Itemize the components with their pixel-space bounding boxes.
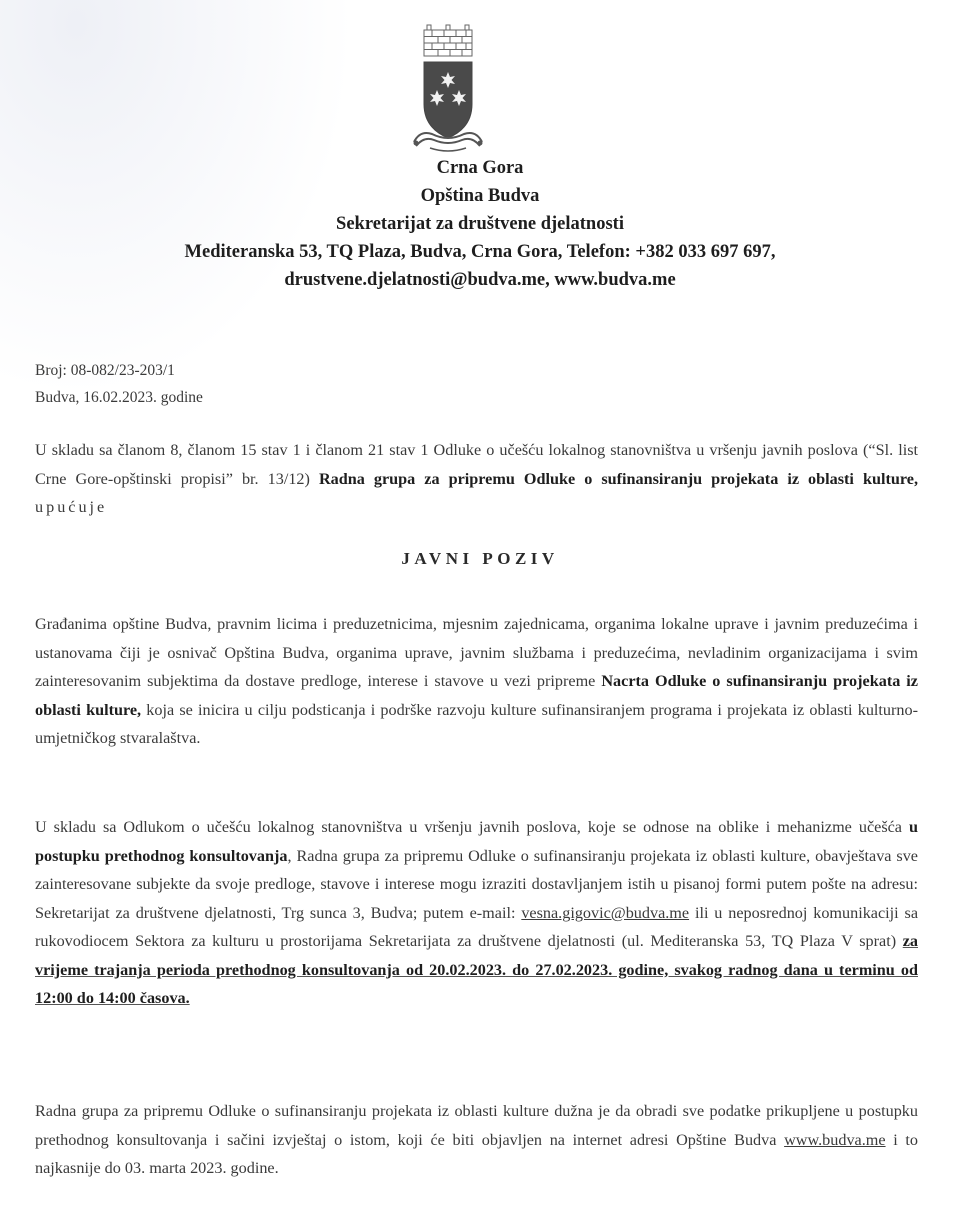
- separator: ,: [545, 270, 555, 290]
- municipality: Opština Budva: [420, 186, 540, 206]
- contact-line: [0, 266, 960, 294]
- crown-wall: [424, 25, 472, 56]
- website-link[interactable]: www.budva.me: [784, 1130, 886, 1149]
- intro-bold: Radna grupa za pripremu Odluke o sufinansiranju projekata iz oblasti kulture,: [318, 469, 918, 488]
- paragraph-2-bold: u postupku prethodnog konsultovanja: [35, 818, 918, 865]
- country: Crna Gora: [436, 158, 524, 178]
- department: Sekretarijat za društvene djelatnosti: [336, 214, 624, 234]
- document-title: JAVNI POZIV: [401, 549, 559, 568]
- budva-coat-of-arms-icon: [410, 22, 486, 154]
- header-email-link[interactable]: drustvene.djelatnosti@budva.me: [284, 270, 546, 290]
- paragraph-report: [35, 1097, 918, 1183]
- paragraph-3-text-a: Radna grupa za pripremu Odluke o sufinansiranju projekata iz oblasti kulture dužna je da obradi sve podatke prikupljene u postupku prethodnog konsultovanja i sačini izvještaj o istom, koji će biti objavljen na internet adresi Opštine Budva: [35, 1102, 918, 1149]
- paragraph-1-bold: Nacrta Odluke o sufinansiranju projekata iz oblasti kulture,: [35, 672, 918, 719]
- intro-spaced: upućuje: [35, 498, 108, 516]
- paragraph-1-text-a: Građanima opštine Budva, pravnim licima i preduzetnicima, mjesnim zajednicama, organima lokalne uprave i javnim preduzećima i ustanovama čiji je osnivač Opština Budva, organima uprave, javnim službama i preduzećima, nevladinim organizacijama i svim zainteresovanim subjektima da dostave predloge, interese i stavove u vezi pripreme: [35, 615, 918, 690]
- contact-email-link[interactable]: vesna.gigovic@budva.me: [521, 903, 690, 922]
- paragraph-2-text-a: U skladu sa Odlukom o učešću lokalnog stanovništva u vršenju javnih poslova, koje se odnose na oblike i mehanizme učešća: [35, 818, 909, 836]
- document-meta: [35, 357, 203, 411]
- document-number: Broj: 08-082/23-203/1: [35, 362, 175, 379]
- paragraph-invitees: [35, 610, 918, 753]
- document-place-date: Budva, 16.02.2023. godine: [35, 389, 203, 406]
- letterhead: [0, 154, 960, 294]
- address-line: Mediteranska 53, TQ Plaza, Budva, Crna Gora, Telefon: +382 033 697 697,: [184, 242, 776, 262]
- paragraph-2-text-c: ili u neposrednoj komunikaciji sa rukovodiocem Sektora za kulturu u prostorijama Sekretarijata za društvene djelatnosti (ul. Mediteranska 53, TQ Plaza V sprat): [35, 903, 919, 950]
- consultation-period: za vrijeme trajanja perioda prethodnog konsultovanja od 20.02.2023. do 27.02.2023. godine, svakog radnog dana u terminu od 12:00 do 14:00 časova.: [35, 932, 918, 1007]
- header-website-link[interactable]: www.budva.me: [554, 270, 676, 290]
- paragraph-consultation: [35, 813, 918, 1013]
- intro-paragraph: [35, 436, 918, 522]
- paragraph-2-text-b: , Radna grupa za pripremu Odluke o sufinansiranju projekata iz oblasti kulture, obavještava sve zainteresovane subjekte da svoje predloge, stavove i interese mogu izraziti dostavljanjem istih u pisanoj formi putem pošte na adresu: Sekretarijat za društvene djelatnosti, Trg sunca 3, Budva; putem e-mail:: [35, 846, 918, 922]
- paragraph-1-text-b: koja se inicira u cilju podsticanja i podrške razvoju kulture sufinansiranjem programa i projekata iz oblasti kulturno-umjetničkog stvaralaštva.: [35, 700, 918, 747]
- paragraph-3-text-b: i to najkasnije do 03. marta 2023. godine.: [35, 1130, 918, 1177]
- intro-text: U skladu sa članom 8, članom 15 stav 1 i članom 21 stav 1 Odluke o učešću lokalnog stanovništva u vršenju javnih poslova (“Sl. list Crne Gore-opštinski propisi” br. 13/12): [35, 441, 918, 488]
